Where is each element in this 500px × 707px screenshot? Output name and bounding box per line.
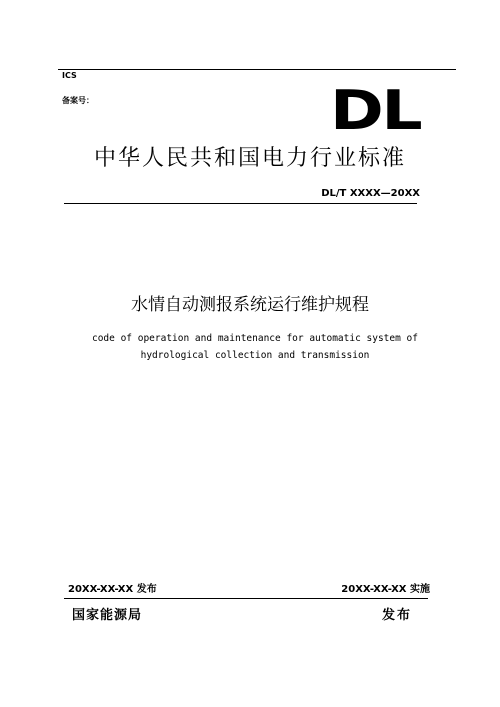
- document-title-en: code of operation and maintenance for automatic system of hydrological collection and transmission: [91, 333, 418, 361]
- issuer-name: 国家能源局: [72, 608, 143, 623]
- dl-logo: DL: [330, 79, 421, 142]
- ics-label: ICS: [62, 71, 77, 80]
- standard-number: DL/T XXXX—20XX: [321, 188, 420, 199]
- issue-date: 20XX-XX-XX 发布: [68, 584, 157, 595]
- title-divider: [64, 203, 417, 204]
- footer-divider: [64, 598, 428, 599]
- implementation-date: 20XX-XX-XX 实施: [341, 584, 430, 595]
- top-rule: [58, 69, 456, 70]
- publish-label: 发布: [381, 608, 412, 623]
- document-title-cn: 水情自动测报系统运行维护规程: [131, 295, 369, 315]
- record-number-label: 备案号：: [62, 96, 94, 105]
- standard-title: 中华人民共和国电力行业标准: [93, 146, 406, 171]
